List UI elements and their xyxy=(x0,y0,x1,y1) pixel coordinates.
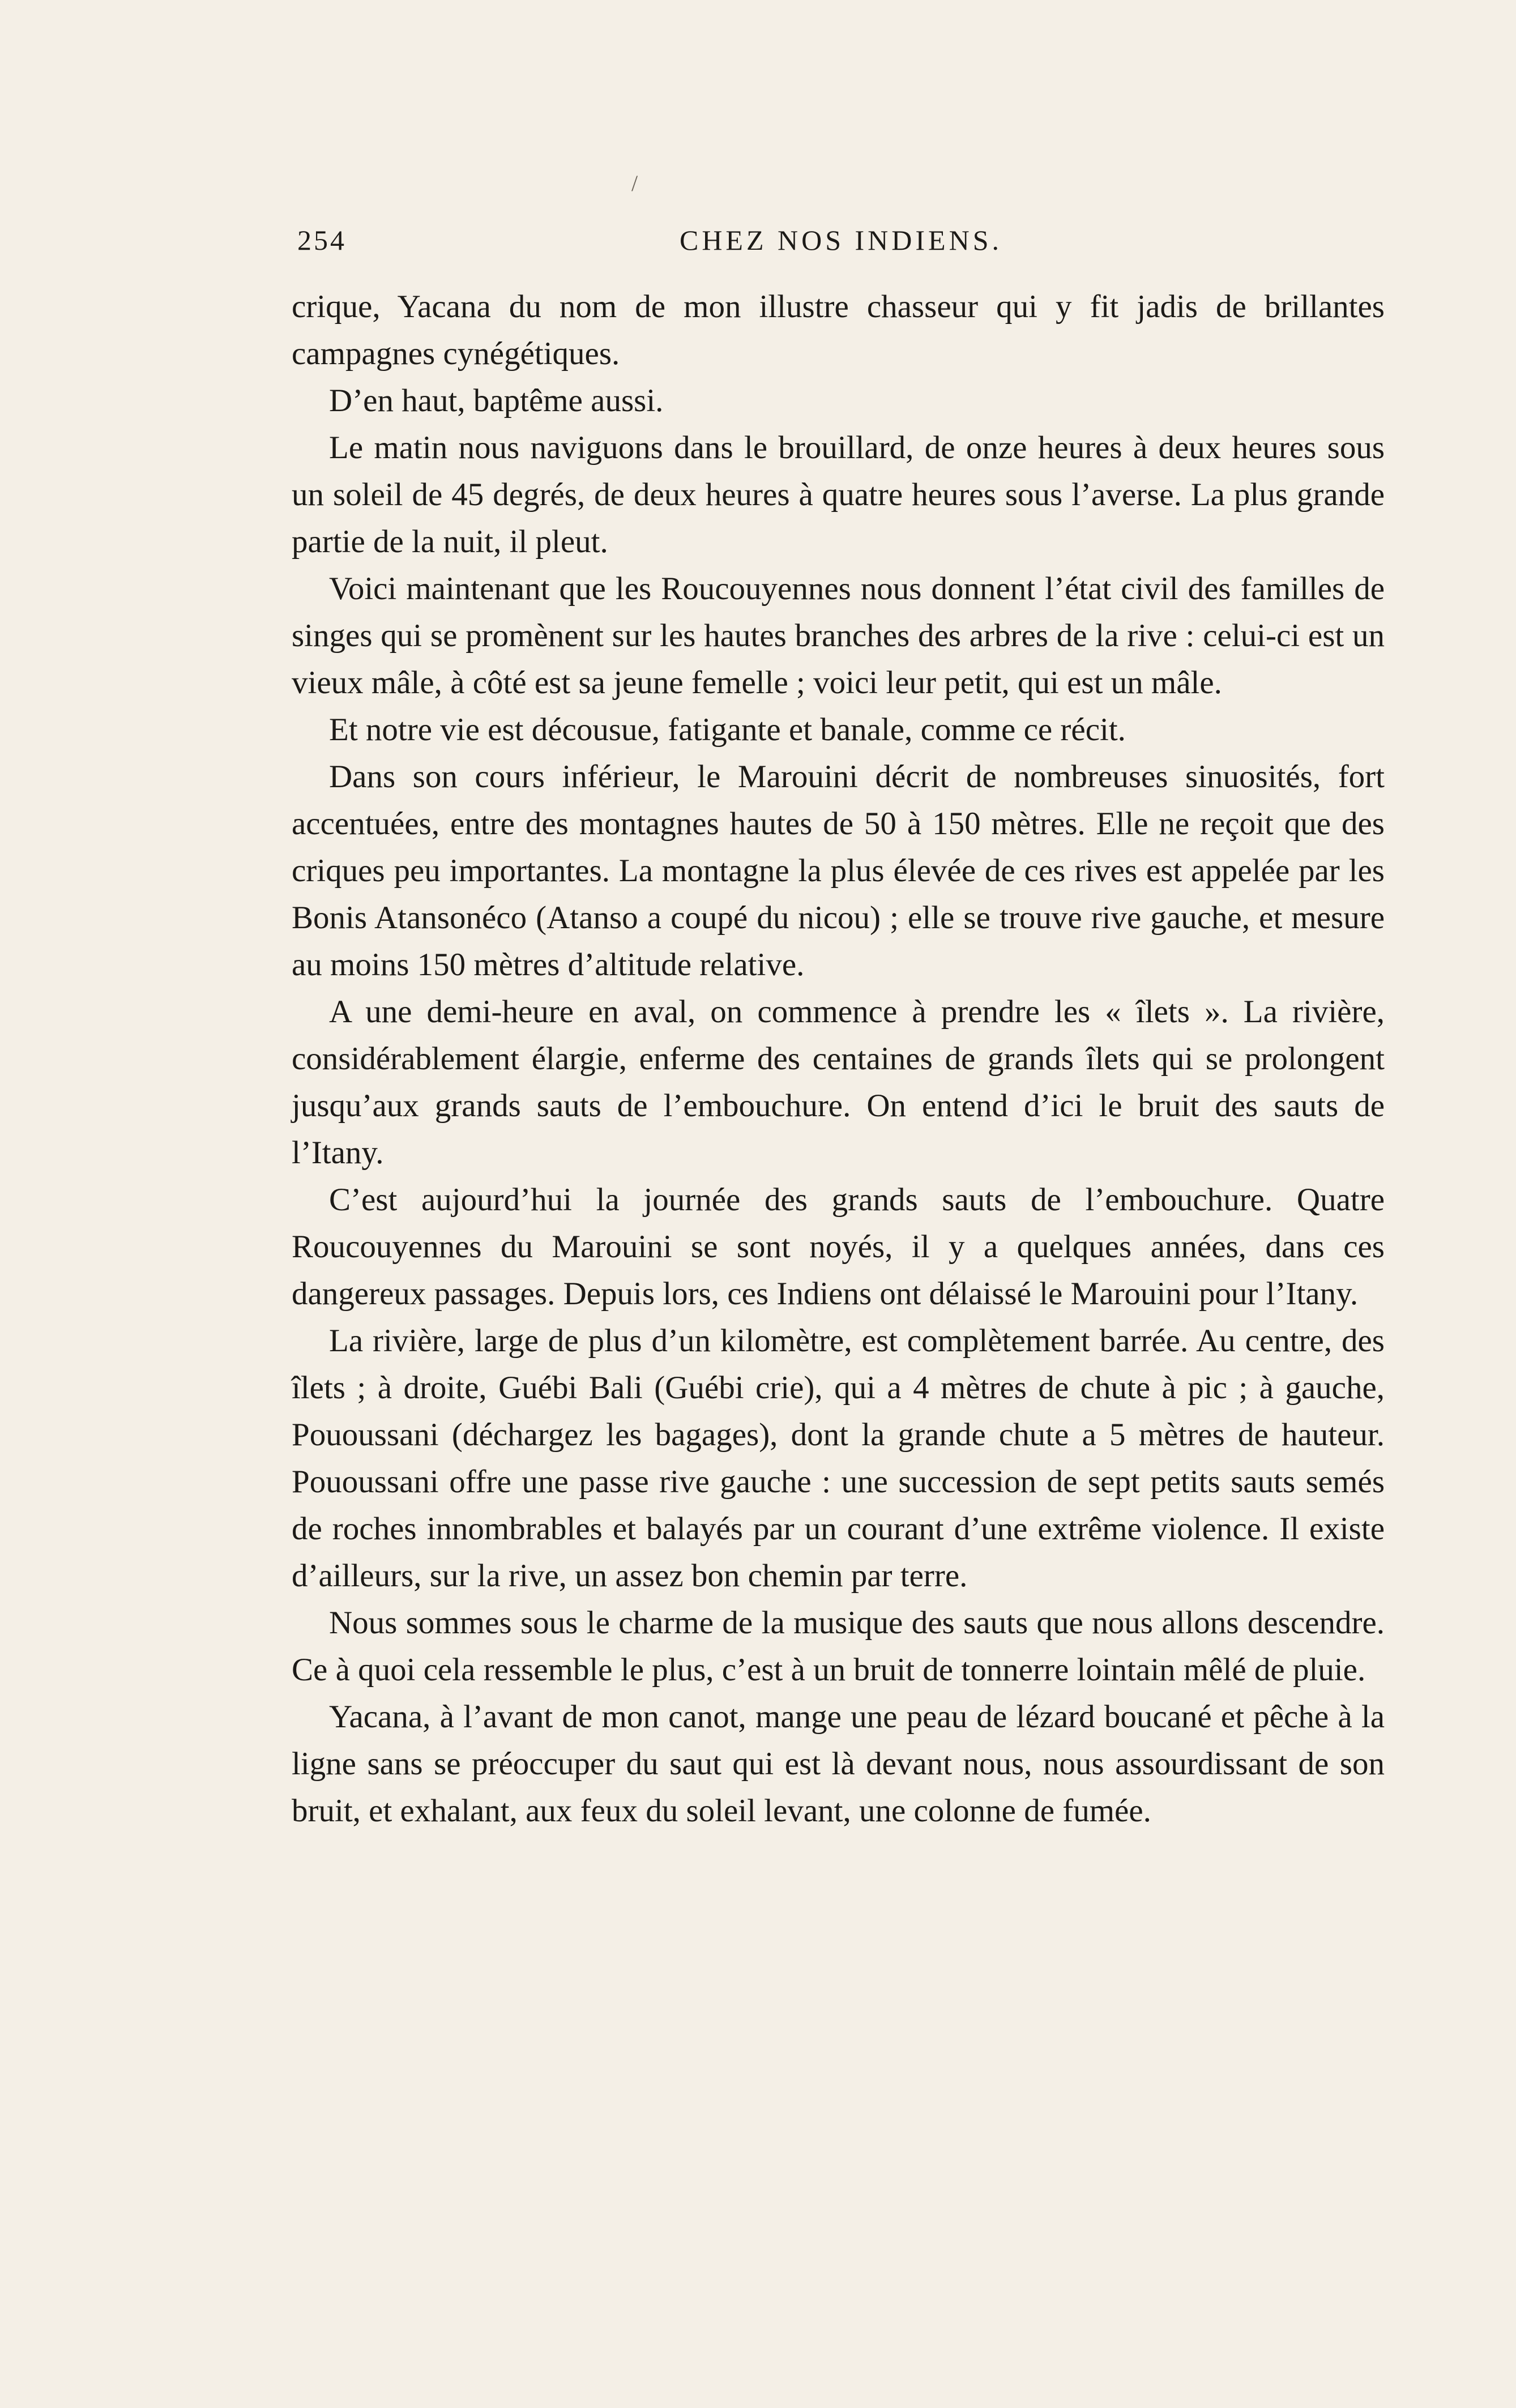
paragraph: Dans son cours inférieur, le Marouini décrit de nombreuses sinuosités, fort accentuées, entre des montagnes hautes de 50 à 150 mètres. Elle ne reçoit que des criques peu importantes. La montagne la plus élevée de ces rives est appelée par les Bonis Atansonéco (Atanso a coupé du nicou) ; elle se trouve rive gauche, et mesure au moins 150 mètres d’altitude relative. xyxy=(292,759,1385,983)
paragraph: Et notre vie est décousue, fatigante et banale, comme ce récit. xyxy=(329,712,1126,748)
page-header xyxy=(297,224,1385,263)
paragraph: D’en haut, baptême aussi. xyxy=(329,383,664,419)
paragraph: C’est aujourd’hui la journée des grands sauts de l’embouchure. Quatre Roucouyennes du Marouini se sont noyés, il y a quelques années, dans ces dangereux passages. Depuis lors, ces Indiens ont délaissé le Marouini pour l’Itany. xyxy=(292,1182,1385,1312)
paragraph: Yacana, à l’avant de mon canot, mange une peau de lézard boucané et pêche à la ligne sans se préoccuper du saut qui est là devant nous, nous assourdissant de son bruit, et exhalant, aux feux du soleil levant, une colonne de fumée. xyxy=(292,1699,1385,1829)
stray-mark: / xyxy=(631,170,638,196)
body-text xyxy=(292,283,1385,1834)
paragraph: crique, Yacana du nom de mon illustre chasseur qui y fit jadis de brillantes campagnes cynégétiques. xyxy=(292,289,1385,372)
page-number: 254 xyxy=(297,224,347,256)
paragraph: Voici maintenant que les Roucouyennes nous donnent l’état civil des familles de singes qui se promènent sur les hautes branches des arbres de la rive : celui-ci est un vieux mâle, à côté est sa jeune femelle ; voici leur petit, qui est un mâle. xyxy=(292,571,1385,701)
paragraph: Le matin nous naviguons dans le brouillard, de onze heures à deux heures sous un soleil de 45 degrés, de deux heures à quatre heures sous l’averse. La plus grande partie de la nuit, il pleut. xyxy=(292,430,1385,560)
paragraph: A une demi-heure en aval, on commence à prendre les « îlets ». La rivière, considérablement élargie, enferme des centaines de grands îlets qui se prolongent jusqu’aux grands sauts de l’embouchure. On entend d’ici le bruit des sauts de l’Itany. xyxy=(292,994,1385,1171)
paragraph: La rivière, large de plus d’un kilomètre, est complètement barrée. Au centre, des îlets ; à droite, Guébi Bali (Guébi crie), qui a 4 mètres de chute à pic ; à gauche, Pououssani (déchargez les bagages), dont la grande chute a 5 mètres de hauteur. Pououssani offre une passe rive gauche : une succession de sept petits sauts semés de roches innombrables et balayés par un courant d’une extrême violence. Il existe d’ailleurs, sur la rive, un assez bon chemin par terre. xyxy=(292,1323,1385,1594)
running-title: CHEZ NOS INDIENS. xyxy=(679,224,1003,256)
paragraph: Nous sommes sous le charme de la musique des sauts que nous allons descendre. Ce à quoi cela ressemble le plus, c’est à un bruit de tonnerre lointain mêlé de pluie. xyxy=(292,1605,1385,1688)
